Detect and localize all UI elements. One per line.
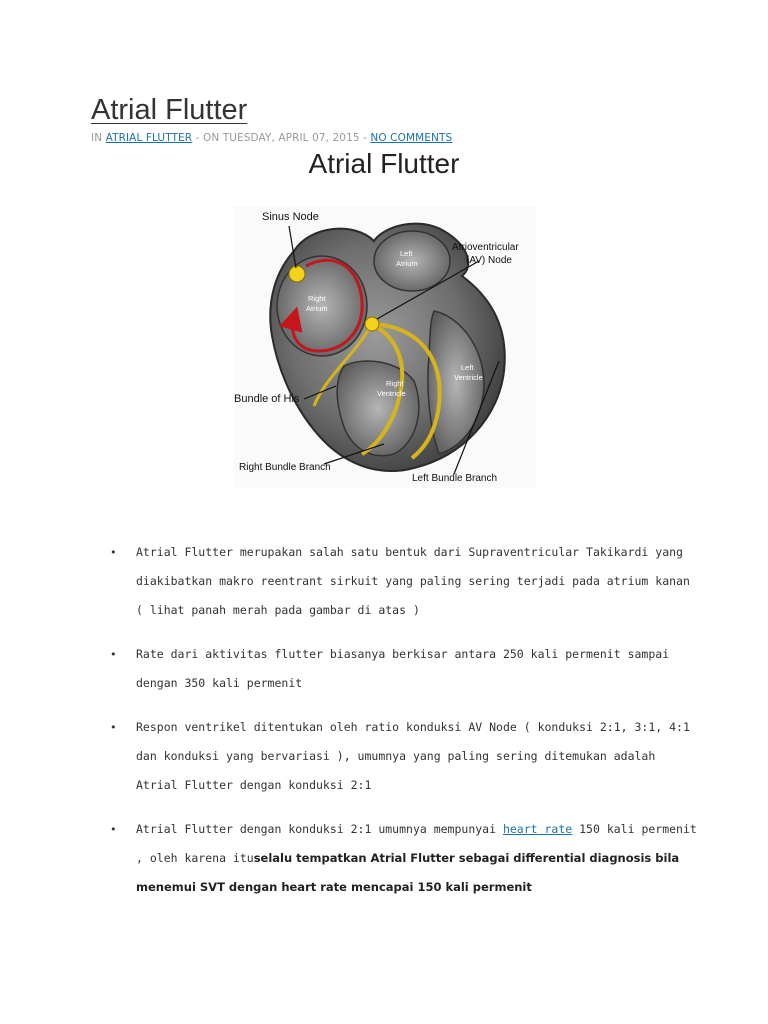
meta-date: - ON TUESDAY, APRIL 07, 2015 - xyxy=(195,132,367,144)
bullet-icon: • xyxy=(110,721,117,734)
post-title-link[interactable]: Atrial Flutter xyxy=(91,94,248,126)
bullet-icon: • xyxy=(110,546,117,559)
list-item xyxy=(110,640,700,698)
content-heading: Atrial Flutter xyxy=(308,148,460,179)
label-left-ventricle-1: Left xyxy=(461,363,474,372)
category-link[interactable]: ATRIAL FLUTTER xyxy=(105,132,193,144)
label-bundle-of-his: Bundle of His xyxy=(234,393,300,405)
list-item-text-before: Atrial Flutter dengan konduksi 2:1 umumnya mempunyai xyxy=(136,822,503,836)
list-item xyxy=(110,713,700,800)
label-right-bundle-branch: Right Bundle Branch xyxy=(239,462,331,473)
list-item-text: Atrial Flutter merupakan salah satu bentuk dari Supraventricular Takikardi yang diakibatkan makro reentrant sirkuit yang paling sering terjadi pada atrium kanan ( lihat panah merah pada gambar di atas ) xyxy=(136,545,690,617)
label-left-atrium-2: Atrium xyxy=(396,259,418,268)
label-right-ventricle-2: Ventricle xyxy=(377,389,406,398)
bullet-icon: • xyxy=(110,648,117,661)
heart-illustration xyxy=(234,206,536,488)
list-item-text: Respon ventrikel ditentukan oleh ratio konduksi AV Node ( konduksi 2:1, 3:1, 4:1 dan konduksi yang bervariasi ), umumnya yang paling sering ditemukan adalah Atrial Flutter dengan konduksi 2:1 xyxy=(136,720,690,792)
list-item-bold-text: selalu tempatkan Atrial Flutter sebagai differential diagnosis bila menemui SVT dengan heart rate mencapai 150 kali permenit xyxy=(136,851,680,894)
key-points-list xyxy=(110,538,700,902)
sinus-node-dot xyxy=(289,266,305,282)
av-node-dot xyxy=(365,317,379,331)
heart-conduction-diagram xyxy=(234,206,536,488)
bullet-icon: • xyxy=(110,823,117,836)
list-item xyxy=(110,815,700,902)
label-right-atrium-2: Atrium xyxy=(306,304,328,313)
label-left-bundle-branch: Left Bundle Branch xyxy=(412,473,498,484)
label-sinus-node: Sinus Node xyxy=(262,211,319,223)
comments-link[interactable]: NO COMMENTS xyxy=(370,132,453,144)
meta-prefix: IN xyxy=(91,132,103,144)
label-av-node-line2: (AV) Node xyxy=(466,255,512,266)
list-item-text-after: 150 kali permenit , oleh karena itu xyxy=(136,822,697,865)
label-right-atrium-1: Right xyxy=(308,294,326,303)
label-av-node-line1: Atrioventricular xyxy=(452,242,519,253)
label-left-atrium-1: Left xyxy=(400,249,413,258)
label-right-ventricle-1: Right xyxy=(386,379,404,388)
list-item xyxy=(110,538,700,625)
heart-rate-link[interactable]: heart rate xyxy=(502,822,573,836)
post-meta xyxy=(91,131,452,145)
list-item-text: Rate dari aktivitas flutter biasanya berkisar antara 250 kali permenit sampai dengan 350 kali permenit xyxy=(136,647,670,690)
label-left-ventricle-2: Ventricle xyxy=(454,373,483,382)
